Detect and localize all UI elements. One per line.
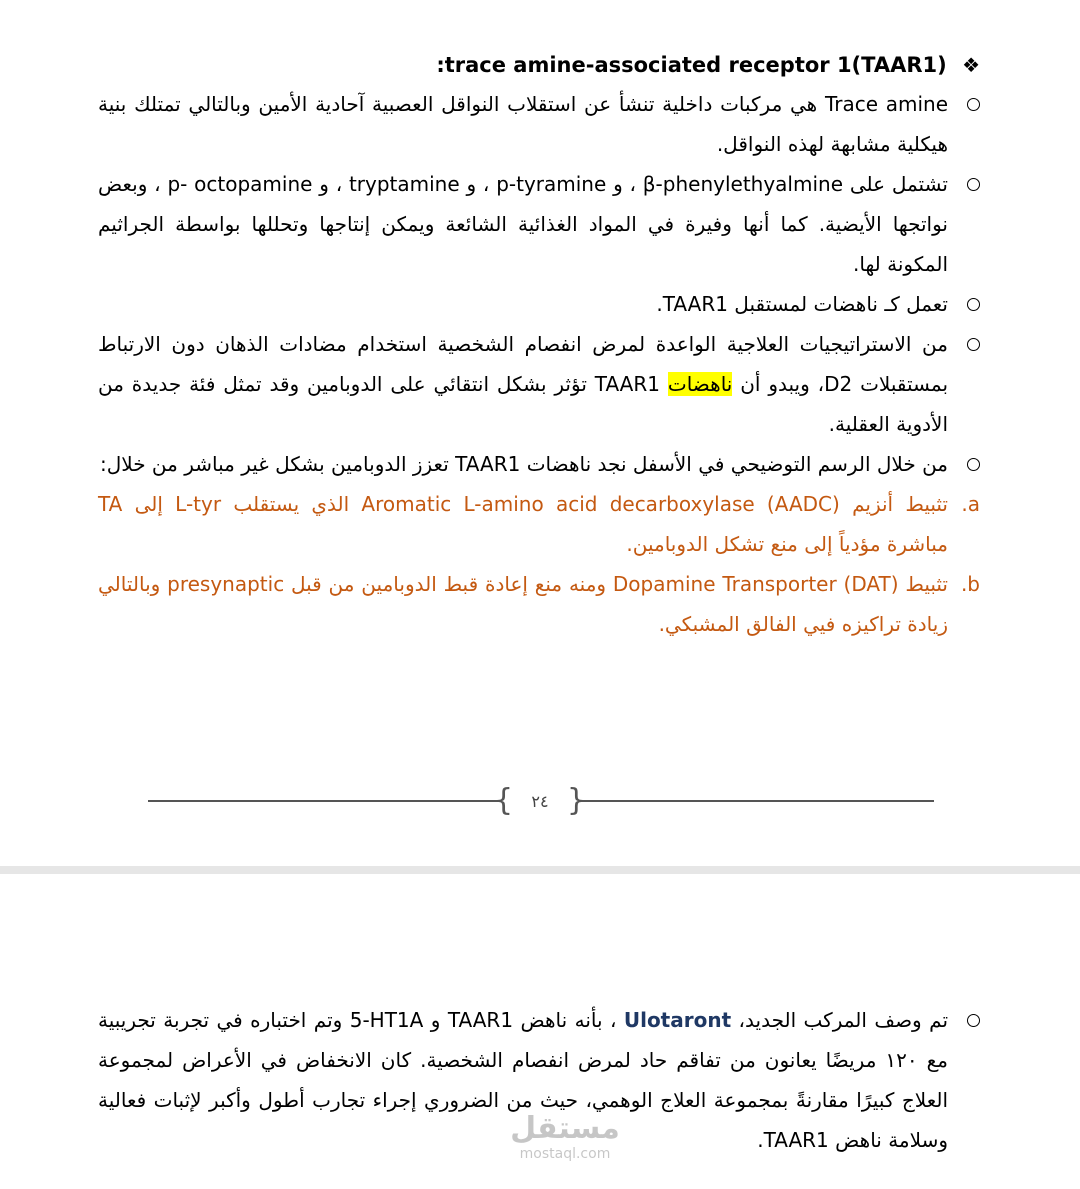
list-marker: .b xyxy=(960,572,980,596)
page-separator xyxy=(0,866,1080,874)
drug-name: Ulotaront xyxy=(623,1008,732,1032)
list-item: تم وصف المركب الجديد، Ulotaront ، بأنه ناهض TAAR1 و 5-HT1A وتم اختباره في تجربة تجريبية مع ١٢٠ مريضًا يعانون من تفاقم حاد لمرض انفصام الشخصية. كان الانخفاض في الأعراض لمجموعة العلاج كبيرًا مقارنةً بمجموعة العلاج الوهمي، حيث من الضروري إجراء تجارب أطول وأكبر لإثبات فعالية وسلامة ناهض TAAR1. xyxy=(98,1000,980,1160)
circle-bullet-icon xyxy=(967,458,980,471)
list-item: من الاستراتيجيات العلاجية الواعدة لمرض انفصام الشخصية استخدام مضادات الذهان دون الارتباط بمستقبلات D2، ويبدو أن ناهضات TAAR1 تؤثر بشكل انتقائي على الدوبامين وقد تمثل فئة جديدة من الأدوية العقلية. xyxy=(98,324,980,444)
page-number-frame xyxy=(494,784,586,818)
list-item: تعمل كـ ناهضات لمستقبل TAAR1. xyxy=(98,284,980,324)
lettered-item-a: .a تثبيط أنزيم Aromatic L-amino acid decarboxylase (AADC) الذي يستقلب L-tyr إلى TA مباشرة مؤدياً إلى منع تشكل الدوبامين. xyxy=(98,484,980,564)
left-brace-icon: { xyxy=(494,783,514,818)
bullet-list xyxy=(98,84,980,644)
circle-bullet-icon xyxy=(967,338,980,351)
heading-text: :trace amine-associated receptor 1(TAAR1) xyxy=(436,53,947,77)
list-item: من خلال الرسم التوضيحي في الأسفل نجد ناهضات TAAR1 تعزز الدوبامين بشكل غير مباشر من خلال: xyxy=(98,444,980,484)
page-number: ٢٤ xyxy=(531,791,549,811)
mostaql-watermark xyxy=(490,1112,640,1172)
four-diamond-bullet-icon: ❖ xyxy=(962,53,980,77)
lettered-item-b: .b تثبيط Dopamine Transporter (DAT) ومنه منع إعادة قبط الدوبامين من قبل presynaptic وبالتالي زيادة تراكيزه فيي الفالق المشبكي. xyxy=(98,564,980,644)
circle-bullet-icon xyxy=(967,98,980,111)
section-heading xyxy=(100,50,980,80)
right-brace-icon: } xyxy=(566,783,586,818)
footer-rule-left xyxy=(148,800,498,802)
watermark-arabic: مستقل xyxy=(510,1111,620,1146)
list-item: Trace amine هي مركبات داخلية تنشأ عن استقلاب النواقل العصبية آحادية الأمين وبالتالي تمتلك بنية هيكلية مشابهة لهذه النواقل. xyxy=(98,84,980,164)
circle-bullet-icon xyxy=(967,1014,980,1027)
list-marker: .a xyxy=(961,492,980,516)
list-item: تشتمل على β-phenylethyalmine ، و p-tyramine ، و tryptamine ، و p- octopamine ، وبعض نواتجها الأيضية. كما أنها وفيرة في المواد الغذائية الشائعة ويمكن إنتاجها وتحللها بواسطة الجراثيم المكونة لها. xyxy=(98,164,980,284)
circle-bullet-icon xyxy=(967,298,980,311)
highlighted-word: ناهضات xyxy=(667,372,733,396)
watermark-latin: mostaql.com xyxy=(519,1146,611,1162)
footer-rule-right xyxy=(582,800,934,802)
circle-bullet-icon xyxy=(967,178,980,191)
